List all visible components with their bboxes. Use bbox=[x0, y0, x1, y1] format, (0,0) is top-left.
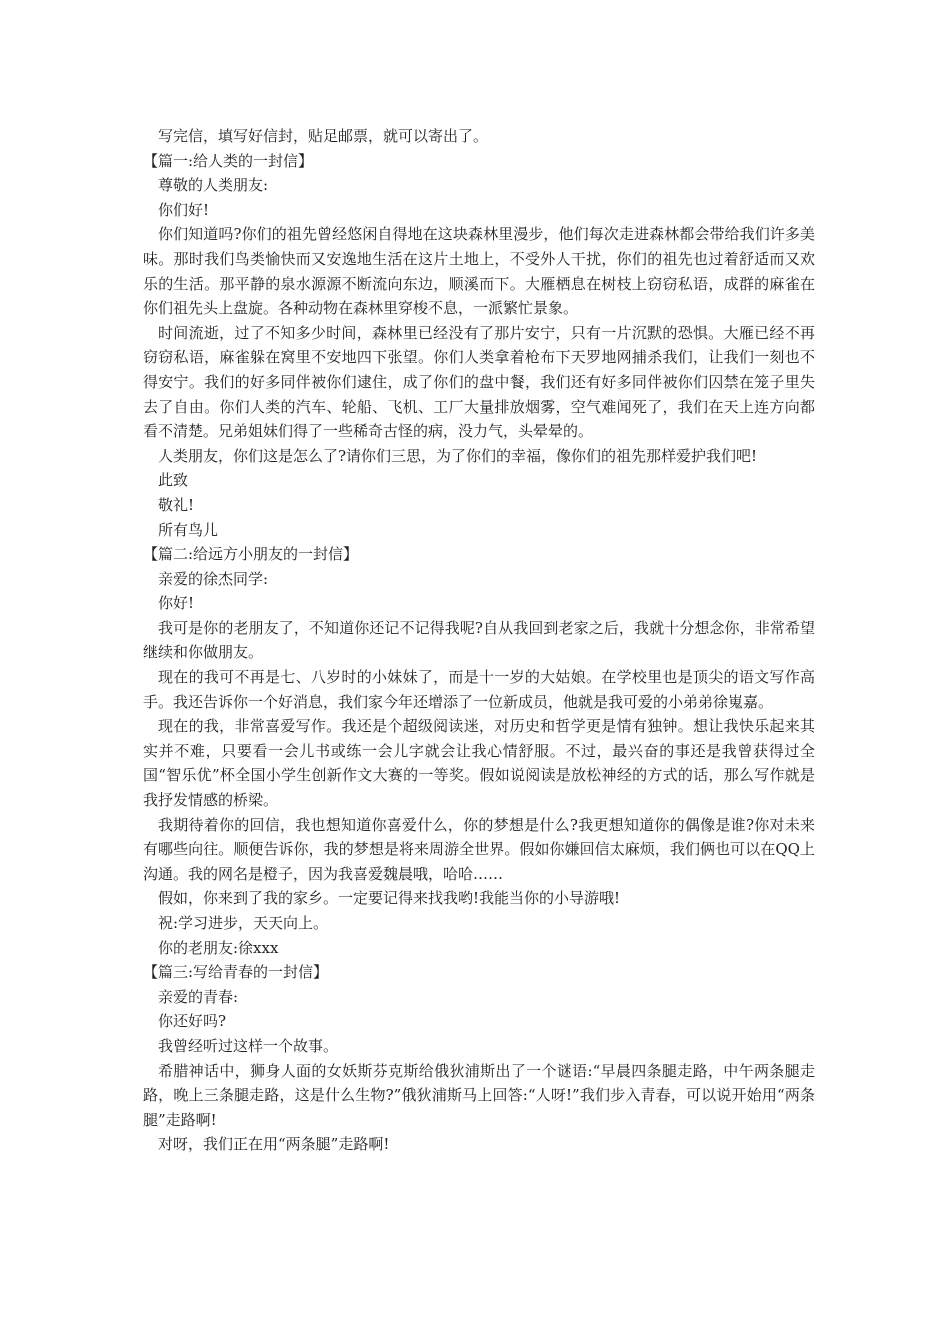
paragraph: 你好! bbox=[158, 594, 195, 613]
section-heading: 【篇一:给人类的一封信】 bbox=[143, 151, 314, 170]
paragraph: 你的老朋友:徐xxx bbox=[158, 938, 279, 957]
paragraph: 你们好! bbox=[158, 200, 210, 219]
paragraph: 敬礼! bbox=[158, 495, 195, 514]
paragraph: 时间流逝，过了不知多少时间，森林里已经没有了那片安宁，只有一片沉默的恐惧。大雁已经不再窃窃私语，麻雀躲在窝里不安地四下张望。你们人类拿着枪布下天罗地网捕杀我们，让我们一刻也不得安宁。我们的好多同伴被你们逮住，成了你们的盘中餐，我们还有好多同伴被你们囚禁在笼子里失去了自由。你们人类的汽车、轮船、飞机、工厂大量排放烟雾，空气难闻死了，我们在天上连方向都看不清楚。兄弟姐妹们得了一些稀奇古怪的病，没力气，头晕晕的。 bbox=[143, 323, 815, 441]
paragraph: 人类朋友，你们这是怎么了?请你们三思，为了你们的幸福，像你们的祖先那样爱护我们吧! bbox=[158, 446, 758, 465]
paragraph: 尊敬的人类朋友: bbox=[158, 176, 269, 195]
paragraph: 我可是你的老朋友了，不知道你还记不记得我呢?自从我回到老家之后，我就十分想念你，非常希望继续和你做朋友。 bbox=[143, 618, 815, 662]
paragraph: 亲爱的青春: bbox=[158, 987, 239, 1006]
section-heading: 【篇三:写给青春的一封信】 bbox=[143, 963, 329, 982]
paragraph: 现在的我，非常喜爱写作。我还是个超级阅读迷，对历史和哲学更是情有独钟。想让我快乐起来其实并不难，只要看一会儿书或练一会儿字就会让我心情舒服。不过，最兴奋的事还是我曾获得过全国“智乐优”杯全国小学生创新作文大赛的一等奖。假如说阅读是放松神经的方式的话，那么写作就是我抒发情感的桥梁。 bbox=[143, 717, 815, 810]
paragraph: 你还好吗? bbox=[158, 1012, 227, 1031]
document-page bbox=[143, 124, 815, 1157]
paragraph: 假如，你来到了我的家乡。一定要记得来找我哟!我能当你的小导游哦! bbox=[158, 889, 621, 908]
paragraph: 我曾经听过这样一个故事。 bbox=[158, 1036, 339, 1055]
paragraph: 写完信，填写好信封，贴足邮票，就可以寄出了。 bbox=[158, 127, 489, 145]
paragraph: 此致 bbox=[158, 471, 189, 490]
paragraph: 我期待着你的回信，我也想知道你喜爱什么，你的梦想是什么?我更想知道你的偶像是谁?你对未来有哪些向往。顺便告诉你，我的梦想是将来周游全世界。假如你嫌回信太麻烦，我们俩也可以在QQ上沟通。我的网名是橙子，因为我喜爱魏晨哦，哈哈…… bbox=[143, 815, 815, 883]
paragraph: 现在的我可不再是七、八岁时的小妹妹了，而是十一岁的大姑娘。在学校里也是顶尖的语文写作高手。我还告诉你一个好消息，我们家今年还增添了一位新成员，他就是我可爱的小弟弟徐嵬嘉。 bbox=[143, 668, 815, 711]
paragraph: 亲爱的徐杰同学: bbox=[158, 569, 269, 588]
paragraph: 对呀，我们正在用“两条腿”走路啊! bbox=[158, 1135, 390, 1154]
paragraph: 希腊神话中，狮身人面的女妖斯芬克斯给俄狄浦斯出了一个谜语:“早晨四条腿走路，中午两条腿走路，晚上三条腿走路，这是什么生物?”俄狄浦斯马上回答:“人呀!”我们步入青春，可以说开始用“两条腿”走路啊! bbox=[143, 1061, 815, 1129]
paragraph: 你们知道吗?你们的祖先曾经悠闲自得地在这块森林里漫步，他们每次走进森林都会带给我们许多美味。那时我们鸟类愉快而又安逸地生活在这片土地上，不受外人干扰，你们的祖先也过着舒适而又欢乐的生活。那平静的泉水源源不断流向东边，顺溪而下。大雁栖息在树枝上窃窃私语，成群的麻雀在你们祖先头上盘旋。各种动物在森林里穿梭不息，一派繁忙景象。 bbox=[143, 225, 815, 318]
paragraph: 所有鸟儿 bbox=[158, 520, 219, 539]
section-heading: 【篇二:给远方小朋友的一封信】 bbox=[143, 545, 359, 564]
paragraph: 祝:学习进步，天天向上。 bbox=[158, 914, 329, 932]
